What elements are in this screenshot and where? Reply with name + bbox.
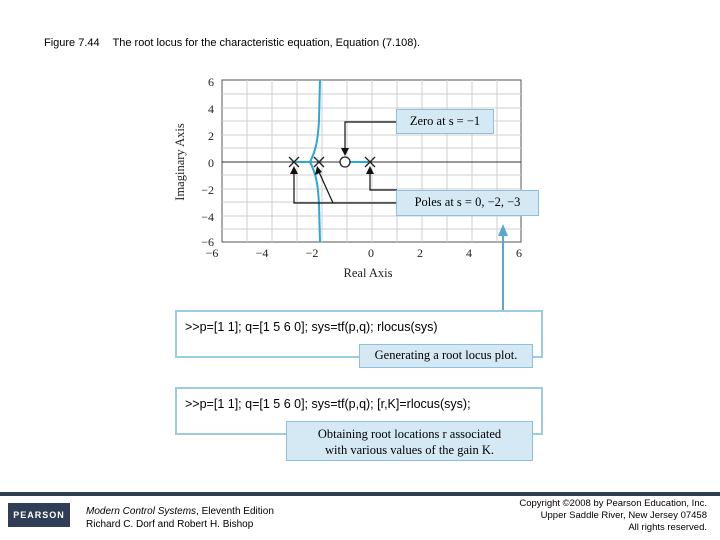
figure-number: Figure 7.44 (44, 37, 100, 49)
poles-callout (396, 190, 539, 216)
y-tick-label: 4 (208, 102, 214, 116)
y-tick-label: 6 (208, 75, 214, 89)
zero-callout (396, 109, 494, 134)
y-tick-label: 2 (208, 129, 214, 143)
zero-marker (340, 157, 350, 167)
book-credit (86, 505, 274, 531)
obtaining-callout (286, 421, 533, 461)
pearson-logo: PEARSON (8, 503, 70, 527)
x-tick-label: −4 (255, 246, 269, 260)
y-tick-label: −4 (201, 210, 214, 224)
x-tick-label: 6 (516, 246, 522, 260)
x-tick-label: 4 (466, 246, 472, 260)
copyright-notice (519, 498, 707, 534)
zero-callout-text: Zero at s = −1 (409, 114, 481, 128)
y-tick-labels (201, 75, 214, 249)
matlab-code-line: >>p=[1 1]; q=[1 5 6 0]; sys=tf(p,q); [r,K]=rlocus(sys); (185, 397, 471, 411)
footer-divider (0, 492, 720, 496)
y-tick-label: −6 (201, 235, 214, 249)
generating-callout (359, 344, 533, 368)
generating-callout-text: Generating a root locus plot. (374, 348, 518, 362)
x-axis-label: Real Axis (343, 266, 393, 280)
book-edition: , Eleventh Edition (196, 506, 274, 517)
obtaining-callout-text: Obtaining root locations r associated (317, 427, 502, 441)
copyright-line: Upper Saddle River, New Jersey 07458 (540, 510, 707, 521)
x-tick-label: 2 (417, 246, 423, 260)
y-axis-label: Imaginary Axis (173, 123, 187, 201)
copyright-line: All rights reserved. (628, 522, 707, 533)
book-authors: Richard C. Dorf and Robert H. Bishop (86, 519, 254, 530)
x-tick-label: −2 (305, 246, 319, 260)
x-tick-label: −6 (205, 246, 219, 260)
obtaining-callout-text: with various values of the gain K. (324, 443, 495, 457)
y-tick-label: −2 (201, 183, 214, 197)
y-tick-label: 0 (208, 156, 214, 170)
copyright-line: Copyright ©2008 by Pearson Education, Inc. (519, 498, 707, 509)
x-tick-labels (206, 246, 522, 260)
book-title: Modern Control Systems (86, 506, 197, 517)
poles-callout-text: Poles at s = 0, −2, −3 (414, 195, 521, 209)
x-tick-label: 0 (368, 246, 374, 260)
figure-title: The root locus for the characteristic equation, Equation (7.108). (112, 37, 421, 49)
matlab-code-line: >>p=[1 1]; q=[1 5 6 0]; sys=tf(p,q); rlocus(sys) (185, 320, 438, 334)
